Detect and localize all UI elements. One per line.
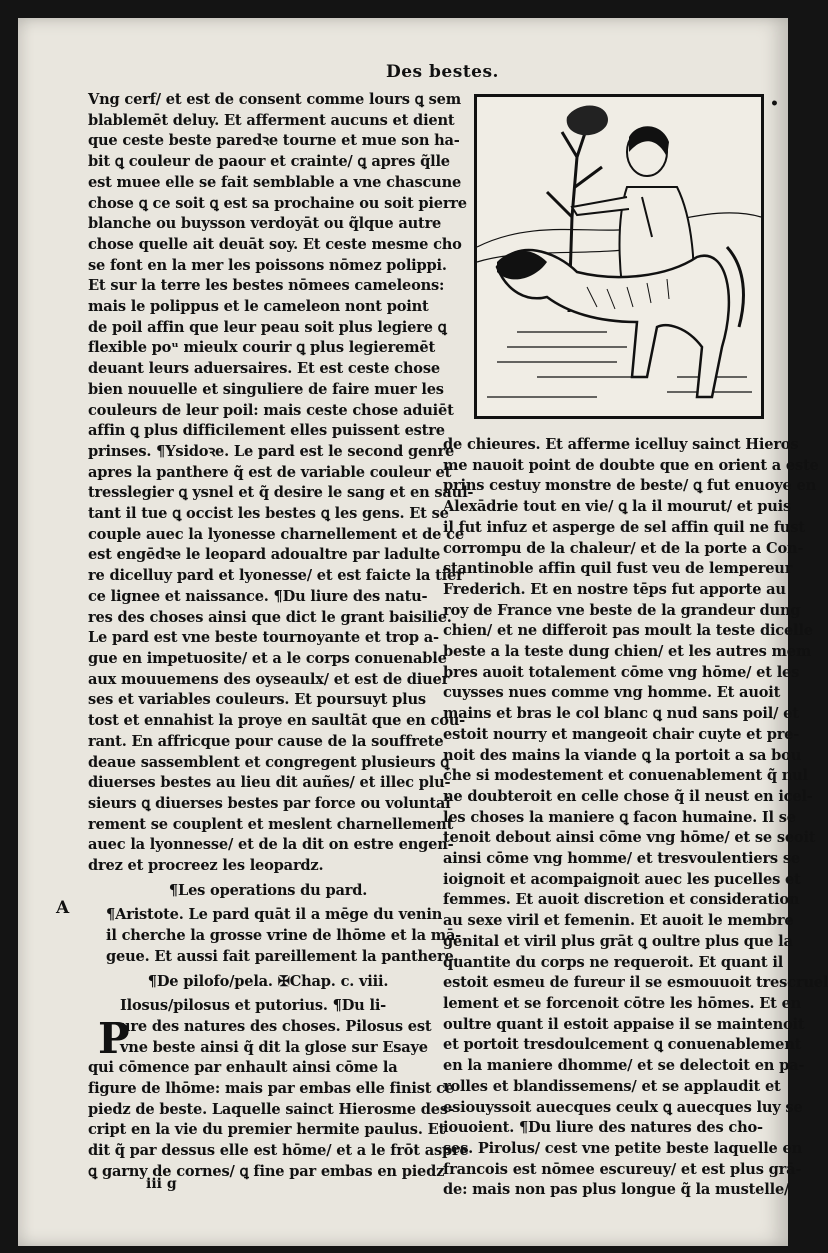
text-line: il fut infuz et asperge de sel affin quil ne fust bbox=[443, 518, 805, 536]
text-line: estoit esmeu de fureur il se esmouuoit trescruel bbox=[443, 974, 828, 992]
text-line: aux mouuemens des oyseaulx/ et est de diuer bbox=[88, 670, 450, 688]
text-line: Et sur la terre les bestes nōmees cameleons: bbox=[88, 277, 445, 295]
text-line: Ilosus/pilosus et putorius. ¶Du li- bbox=[120, 997, 387, 1015]
text-line: esiouyssoit auecques ceulx ꝗ auecques luy se bbox=[443, 1098, 803, 1116]
text-line: ses. Pirolus/ cest vne petite beste laquelle en bbox=[443, 1139, 803, 1157]
text-line: ne doubteroit en celle chose q̃ il neust en icel- bbox=[443, 787, 813, 805]
chapter-heading: ¶De pilofo/pela. ✠Chap. c. viii. bbox=[147, 972, 389, 990]
text-line: ¶Aristote. Le pard quāt il a mēge du venin bbox=[106, 906, 443, 924]
text-line: gue en impetuosite/ et a le corps conuenable bbox=[88, 649, 447, 667]
text-line: me nauoit point de doubte que en orient a este bbox=[443, 456, 819, 474]
text-line: drez et procreez les leopardz. bbox=[88, 857, 324, 875]
text-line: lement et se forcenoit cōtre les hōmes. Et en bbox=[443, 994, 802, 1012]
text-line: chien/ et ne differoit pas moult la teste dicelle bbox=[443, 622, 813, 640]
text-line: rement se couplent et meslent charnellement bbox=[88, 815, 454, 833]
text-line: cript en la vie du premier hermite paulus. Et bbox=[88, 1121, 446, 1139]
text-line: genital et viril plus grāt ꝗ oultre plus que la bbox=[443, 932, 793, 950]
text-line: chose quelle ait deuāt soy. Et ceste mesme cho bbox=[88, 235, 462, 253]
text-line: apres la panthere q̃ est de variable couleur et bbox=[88, 463, 452, 481]
book-page bbox=[18, 18, 828, 1246]
right-column-lines bbox=[443, 435, 828, 1201]
text-line: flexible poᵘ mieulx courir ꝗ plus legieremēt bbox=[88, 339, 436, 357]
text-line: les choses la maniere ꝗ facon humaine. Il se bbox=[443, 808, 796, 826]
text-line: tost et ennahist la proye en saultāt que en cou- bbox=[88, 712, 465, 730]
text-line: mains et bras le col blanc ꝗ nud sans poil/ et bbox=[443, 705, 799, 723]
text-line: ure des natures des choses. Pilosus est bbox=[120, 1017, 432, 1035]
left-column bbox=[88, 90, 474, 1183]
text-line: noit des mains la viande ꝗ la portoit a sa bou bbox=[443, 746, 802, 764]
text-line: Frederich. Et en nostre tēps fut apporte au bbox=[443, 580, 786, 598]
text-line: et portoit tresdoulcement ꝗ conuenablement bbox=[443, 1036, 802, 1054]
text-line: vne beste ainsi q̃ dit la glose sur Esaye bbox=[120, 1038, 428, 1056]
right-column bbox=[443, 435, 828, 1201]
text-line: qui cōmence par enhault ainsi cōme la bbox=[88, 1059, 398, 1077]
woodcut-illustration bbox=[474, 94, 764, 419]
text-line: ce lignee et naissance. ¶Du liure des natu- bbox=[88, 587, 428, 605]
text-line: blablemēt deluy. Et afferment aucuns et dient bbox=[88, 111, 455, 129]
text-line: rant. En affricque pour cause de la souffrete bbox=[88, 732, 444, 750]
text-line: che si modestement et conuenablement q̃ nul bbox=[443, 767, 808, 785]
text-line: est engēdꝛe le leopard adoualtre par ladulte bbox=[88, 546, 441, 564]
text-line: piedz de beste. Laquelle sainct Hierosme des- bbox=[88, 1100, 454, 1118]
text-line: est muee elle se fait semblable a vne chascune bbox=[88, 173, 462, 191]
text-line: bres auoit totalement cōme vng hōme/ et les bbox=[443, 663, 800, 681]
text-line: res des choses ainsi que dict le grant baisilie. bbox=[88, 608, 452, 626]
text-line: bit ꝗ couleur de paour et crainte/ ꝗ apres q̃lle bbox=[88, 153, 450, 171]
text-line: mais le polippus et le cameleon nont point bbox=[88, 298, 429, 316]
text-line: beste a la teste dung chien/ et les autres mem bbox=[443, 643, 812, 661]
text-line: stantinoble affin quil fust veu de lempereur bbox=[443, 560, 793, 578]
text-line: iouoient. ¶Du liure des natures des cho- bbox=[443, 1119, 763, 1137]
text-line: ꝗ garny de cornes/ ꝗ fine par embas en piedz bbox=[88, 1162, 445, 1180]
text-line: deaue sassemblent et congregent plusieurs ꝗ bbox=[88, 753, 450, 771]
text-line: tresslegier ꝗ ysnel et q̃ desire le sang et en saul- bbox=[88, 484, 474, 502]
margin-letter: A bbox=[56, 898, 70, 918]
text-line: figure de lhōme: mais par embas elle finist ce bbox=[88, 1080, 454, 1098]
subheading-operations: ¶Les operations du pard. bbox=[168, 881, 368, 899]
text-line: francois est nōmee escureuy/ et est plus grā- bbox=[443, 1160, 802, 1178]
paragraph-pilosus bbox=[88, 996, 469, 1182]
text-line: Le pard est vne beste tournoyante et trop a- bbox=[88, 629, 439, 647]
text-line: femmes. Et auoit discretion et consideration bbox=[443, 891, 800, 909]
woodcut-drawing bbox=[477, 97, 761, 416]
text-line: prins cestuy monstre de beste/ ꝗ fut enuoye en bbox=[443, 477, 816, 495]
text-line: re dicelluy pard et lyonesse/ et est faicte la tier bbox=[88, 567, 464, 585]
text-line: tant il tue ꝗ occist les bestes ꝗ les gens. Et se bbox=[88, 505, 449, 523]
text-line: diuerses bestes au lieu dit auñes/ et illec plu- bbox=[88, 774, 451, 792]
text-line: il cherche la grosse vrine de lhōme et la mā- bbox=[106, 927, 462, 945]
text-line: ses et variables couleurs. Et poursuyt plus bbox=[88, 691, 426, 709]
text-line: oultre quant il estoit appaise il se maintenoit bbox=[443, 1015, 805, 1033]
left-column-lines bbox=[88, 90, 474, 877]
text-line: ainsi cōme vng homme/ et tresvoulentiers se bbox=[443, 850, 800, 868]
text-line: Alexādrie tout en vie/ ꝗ la il mourut/ et puis bbox=[443, 498, 792, 516]
text-line: au sexe viril et femenin. Et auoit le membre bbox=[443, 912, 794, 930]
text-line: dit q̃ par dessus elle est hōme/ et a le frōt aspre bbox=[88, 1142, 469, 1160]
text-line: que ceste beste paredꝛe tourne et mue son ha- bbox=[88, 132, 460, 150]
text-line: de chieures. Et afferme icelluy sainct Hieros bbox=[443, 436, 799, 453]
paragraph-aristote bbox=[88, 905, 462, 967]
text-line: prinses. ¶Ysidoꝛe. Le pard est le second genre bbox=[88, 442, 455, 460]
text-line: estoit nourry et mangeoit chair cuyte et pre- bbox=[443, 725, 800, 743]
text-line: cuysses nues comme vng homme. Et auoit bbox=[443, 684, 781, 702]
text-line: Vng cerf/ et est de consent comme lours ꝗ sem bbox=[88, 91, 461, 108]
text-line: ioignoit et acompaignoit auec les pucelles et bbox=[443, 870, 801, 888]
text-line: de poil affin que leur peau soit plus legiere ꝗ bbox=[88, 318, 447, 336]
text-line: sieurs ꝗ diuerses bestes par force ou voluntai bbox=[88, 794, 451, 812]
text-line: affin ꝗ plus difficilement elles puissent estre bbox=[88, 422, 445, 440]
text-line: bien nouuelle et singuliere de faire muer les bbox=[88, 380, 444, 398]
margin-dot: • bbox=[770, 96, 779, 112]
text-line: en la maniere dhomme/ et se delectoit en pa- bbox=[443, 1057, 805, 1075]
text-line: couple auec la lyonesse charnellement et de ce bbox=[88, 525, 464, 543]
text-line: auec la lyonnesse/ et de la dit on estre engen- bbox=[88, 836, 454, 854]
signature-mark: iii g bbox=[146, 1176, 177, 1192]
text-line: corrompu de la chaleur/ et de la porte a Con- bbox=[443, 539, 804, 557]
text-line: couleurs de leur poil: mais ceste chose aduiēt bbox=[88, 401, 454, 419]
text-line: quantite du corps ne requeroit. Et quant il bbox=[443, 953, 784, 971]
text-line: tenoit debout ainsi cōme vng hōme/ et se seoit bbox=[443, 829, 816, 847]
text-line: geue. Et aussi fait pareillement la panthere. bbox=[106, 947, 459, 965]
text-line: roy de France vne beste de la grandeur dung bbox=[443, 601, 801, 619]
running-head: Des bestes. bbox=[386, 62, 499, 82]
text-line: blanche ou buysson verdoyāt ou q̃lque autre bbox=[88, 215, 442, 233]
text-line: deuant leurs aduersaires. Et est ceste chose bbox=[88, 360, 440, 378]
text-line: rolles et blandissemens/ et se applaudit et bbox=[443, 1077, 781, 1095]
text-line: chose ꝗ ce soit ꝗ est sa prochaine ou soit pierre bbox=[88, 194, 467, 212]
text-line: de: mais non pas plus longue q̃ la mustelle/ bbox=[443, 1181, 790, 1199]
drop-cap: P bbox=[98, 1014, 130, 1063]
text-line: se font en la mer les poissons nōmez polippi. bbox=[88, 256, 447, 274]
